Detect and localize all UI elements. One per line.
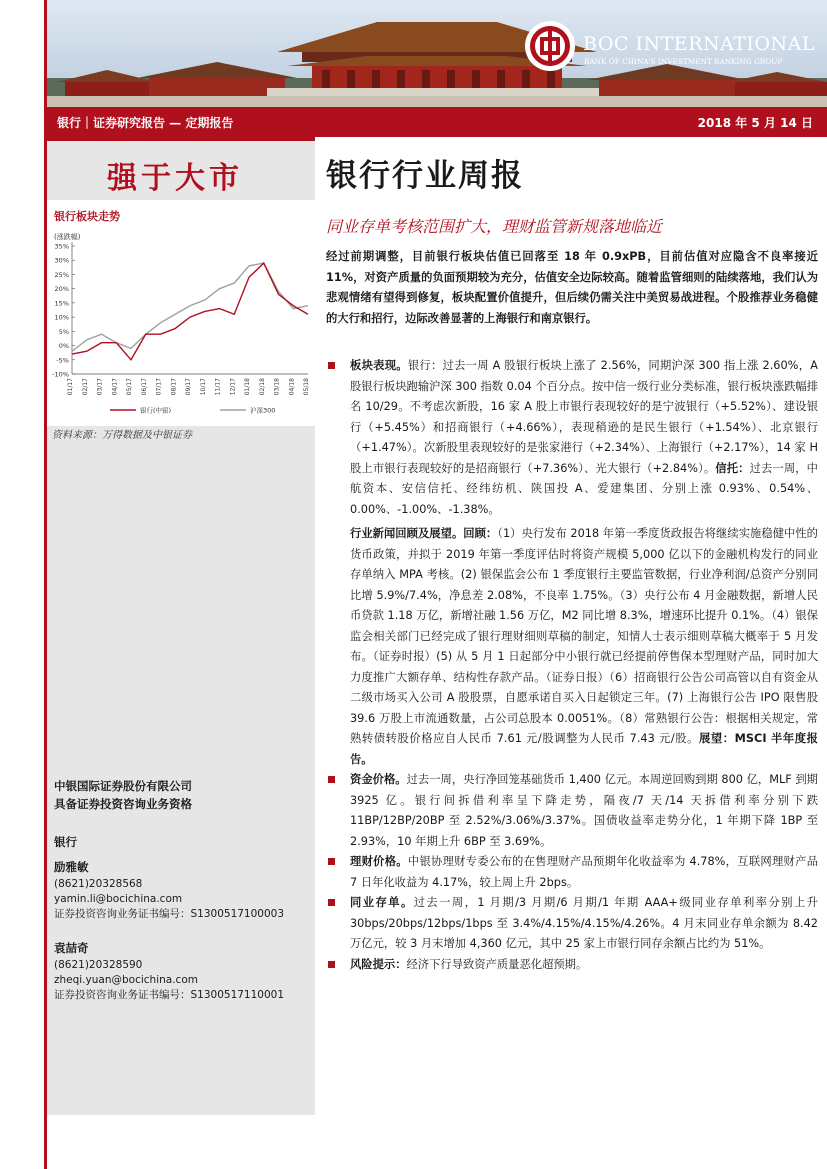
analyst-email[interactable]: zheqi.yuan@bocichina.com	[54, 974, 198, 986]
section-ncd	[326, 893, 818, 955]
section-heading: 资金价格。	[350, 773, 407, 786]
firm-qualification: 具备证券投资咨询业务资格	[54, 797, 192, 811]
y-tick-label: 20%	[54, 285, 69, 294]
logo-wordmark: BOC INTERNATIONAL	[583, 33, 815, 55]
section-text: 银行：过去一周 A 股银行板块上涨了 2.56%，同期沪深 300 指上涨 2.60%，A 股银行板块跑输沪深 300 指数 0.04 个百分点。按中信一级行业分类标准，银行板块涨跌幅排名 10/29。不考虑次新股，16 家 A 股上市银行表现较好的是宁波银行（+5.52%）、建设银行（+5.45%）和招商银行（+4.66%），表现稍逊的是民生银行（+1.54%）、北京银行（+1.47%）。次新股里表现较好的是张家港行（+2.34%）、上海银行（+2.17%），14 家 H 股上市银行表现较好的是招商银行（+7.36%）、光大银行（+2.84%）。	[350, 359, 818, 475]
analyst-cert: 证券投资咨询业务证书编号：S1300517110001	[54, 989, 285, 1001]
analyst-card	[54, 938, 284, 1003]
section-subheading: 信托：	[715, 461, 750, 475]
boc-logo-icon	[525, 21, 575, 71]
section-sector-performance	[326, 356, 818, 520]
legend-label: 银行(中银)	[140, 406, 172, 415]
report-type-bar	[47, 107, 827, 137]
sector-chart	[50, 206, 312, 418]
logo-tagline: BANK OF CHINA'S INVESTMENT BANKING GROUP	[584, 57, 783, 66]
series-line	[72, 263, 308, 360]
section-wealth-price	[326, 852, 818, 893]
x-tick-label: 03/17	[96, 378, 104, 396]
analyst-phone: (8621)20328590	[54, 959, 143, 971]
y-tick-label: 0%	[58, 342, 69, 351]
x-tick-label: 08/17	[170, 378, 178, 396]
x-tick-label: 07/17	[155, 378, 163, 396]
series-line	[72, 263, 308, 351]
chart-svg	[50, 224, 312, 418]
x-tick-label: 04/17	[111, 378, 119, 396]
section-text: 过去一周，1 月期/3 月期/6 月期/1 年期 AAA+级同业存单利率分别上升 30bps/20bps/12bps/1bps 至 3.4%/4.15%/4.15%/4.26%。4 月末同业存单余额为 8.42 万亿元，较 3 月末增加 4,360 亿元，其中 25 家上市银行同存余额占比约为 51%。	[350, 896, 818, 950]
bullet-icon	[328, 362, 335, 369]
section-heading: 同业存单。	[350, 896, 414, 909]
section-text: （1）央行发布 2018 年第一季度货政报告将继续实施稳健中性的货币政策，并拟于 2019 年第一季度评估时将资产规模 5,000 亿以下的金融机构发行的同业存单纳入 MPA 考核。(2) 银保监会公布 1 季度银行主要监管数据，行业净利润/总资产分别同比增 5.9%/7.4%，净息差 2.08%，不良率 1.75%。（3）央行公布 4 月金融数据，新增人民币贷款 1.18 万亿，新增社融 1.56 万亿，M2 同比增 8.3%，增速环比提升 0.1%。（4）银保监会相关部门已经完成了银行理财细则草稿的制定，知情人士表示细则草稿大概率于 5 月发布。（证券时报）(5) 从 5 月 1 日起部分中小银行就已经提前停售保本型理财产品，同时加大力度推广大额存单、结构性存款产品。（证券日报）（6）招商银行公告公司高管以自有资金从二级市场买入公司 A 股股票，自愿承诺自买入日起锁定三年。(7) 上海银行公告 IPO 限售股 39.6 万股上市流通数量，占公司总股本 0.0051%。（8）常熟银行公告：根据相关规定，常熟转债转股价格应自人民币 7.61 元/股调整为人民币 7.43 元/股。	[350, 527, 818, 745]
bullet-icon	[328, 776, 335, 783]
x-tick-label: 11/17	[214, 378, 222, 396]
breadcrumb: 银行｜证券研究报告 — 定期报告	[57, 116, 234, 130]
analyst-email[interactable]: yamin.li@bocichina.com	[54, 893, 183, 905]
analyst-name: 励雅敏	[54, 860, 89, 874]
section-text: 过去一周，中航资本、安信信托、经纬纺机、陕国投 A、爱建集团、分别上涨 0.93%、0.54%、0.00%、-1.00%、-1.38%。	[350, 461, 818, 516]
y-tick-label: 15%	[54, 299, 69, 308]
section-subheading: 展望：	[699, 732, 735, 745]
sidebar-top-rule	[47, 137, 315, 141]
firm-info	[54, 777, 192, 813]
section-news	[326, 524, 818, 770]
bullet-icon	[328, 961, 335, 968]
header-banner	[47, 0, 827, 107]
y-tick-label: 5%	[58, 327, 69, 336]
bullet-icon	[328, 858, 335, 865]
y-tick-label: -5%	[56, 356, 69, 365]
y-tick-label: 35%	[54, 242, 69, 251]
report-title: 银行行业周报	[326, 158, 524, 194]
x-tick-label: 10/17	[199, 378, 207, 396]
section-heading: 板块表现。	[350, 359, 408, 372]
y-axis-label: (涨跌幅)	[54, 233, 81, 241]
analyst-cert: 证券投资咨询业务证书编号：S1300517100003	[54, 908, 285, 920]
report-date: 2018 年 5 月 14 日	[697, 116, 813, 130]
firm-name: 中银国际证券股份有限公司	[54, 779, 192, 793]
report-subtitle: 同业存单考核范围扩大，理财监管新规落地临近	[326, 217, 663, 236]
chart-source: 资料来源：万得数据及中银证券	[52, 430, 192, 441]
y-tick-label: 30%	[54, 256, 69, 265]
section-text: 经济下行导致资产质量恶化超预期。	[406, 957, 588, 971]
x-tick-label: 01/18	[244, 378, 251, 396]
x-tick-label: 01/17	[67, 378, 74, 396]
legend-label: 沪深300	[250, 406, 276, 415]
x-tick-label: 05/18	[303, 378, 310, 396]
y-tick-label: 25%	[54, 270, 69, 279]
analyst-card	[54, 857, 284, 922]
section-funding-price	[326, 770, 818, 852]
analyst-phone: (8621)20328568	[54, 878, 143, 890]
x-tick-label: 09/17	[185, 378, 192, 396]
section-subheading: 回顾：	[463, 527, 498, 540]
left-margin	[0, 0, 48, 1169]
analyst-name: 袁喆奇	[54, 941, 89, 955]
section-text: 过去一周，央行净回笼基础货币 1,400 亿元。本周逆回购到期 800 亿，MLF 到期 3925 亿。银行间拆借利率呈下降走势，隔夜/7 天/14 天拆借利率分别下跌 11BP/12BP/20BP 至 2.52%/3.06%/3.37%。国债收益率走势分化，1 年期下降 1BP 至 2.93%，10 年期上升 6BP 至 3.69%。	[350, 773, 818, 848]
x-tick-label: 06/17	[140, 378, 148, 396]
section-heading: 风险提示：	[350, 957, 407, 971]
x-tick-label: 02/17	[81, 378, 89, 396]
x-tick-label: 02/18	[258, 378, 266, 396]
x-tick-label: 12/17	[229, 378, 237, 396]
sector-label: 银行	[54, 835, 77, 849]
summary-paragraph: 经过前期调整，目前银行板块估值已回落至 18 年 0.9xPB，目前估值对应隐含不良率接近 11%，对资产质量的负面预期较为充分，估值安全边际较高。随着监管细则的陆续落地，我们认为悲观情绪有望得到修复，板块配置价值提升，但后续仍需关注中美贸易战进程。个股推荐业务稳健的大行和招行，边际改善显著的上海银行和南京银行。	[326, 250, 818, 325]
section-text: MSCI 半年度报告。	[350, 732, 818, 766]
x-tick-label: 05/17	[126, 378, 133, 396]
report-body	[326, 356, 818, 975]
x-tick-label: 03/18	[273, 378, 281, 396]
bullet-icon	[328, 899, 335, 906]
rating-label: 强于大市	[107, 161, 243, 196]
chart-title: 银行板块走势	[54, 210, 120, 223]
section-heading: 行业新闻回顾及展望。	[350, 527, 464, 540]
y-tick-label: -10%	[52, 370, 69, 379]
section-text: 中银协理财专委公布的在售理财产品预期年化收益率为 4.78%，互联网理财产品 7 日年化收益为 4.17%，较上周上升 2bps。	[350, 855, 818, 889]
section-heading: 理财价格。	[350, 855, 408, 868]
x-tick-label: 04/18	[288, 378, 296, 396]
y-tick-label: 10%	[54, 313, 69, 322]
rating-box	[47, 148, 315, 196]
section-risk	[326, 955, 818, 976]
